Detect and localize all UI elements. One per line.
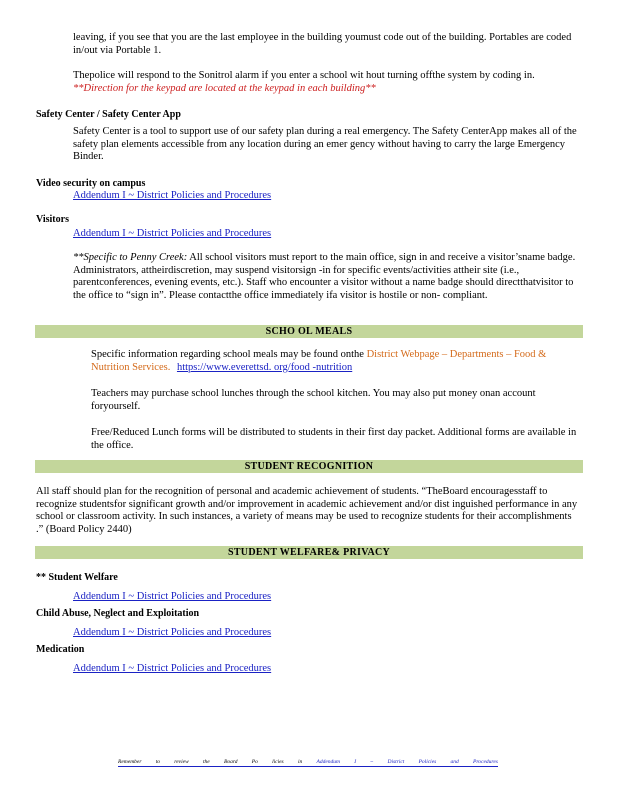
footer-word: the	[202, 759, 210, 765]
footer-word: Po	[251, 759, 258, 765]
school-meals-section-bar: SCHO OL MEALS	[35, 325, 583, 338]
intro-paragraph-2	[73, 70, 581, 95]
sonitrol-text: Thepolice will respond to the Sonitrol alarm if you enter a school wit hout turning offthe system by coding in.	[73, 70, 535, 81]
footer-link-word[interactable]: and	[450, 759, 459, 765]
district-webpage-reference: District Webpage – Departments – Food & Nutrition Services.	[91, 349, 547, 373]
page-footer	[118, 759, 498, 767]
visitors-body	[73, 252, 581, 302]
medication-addendum-link[interactable]: Addendum I ~ District Policies and Procedures	[73, 663, 272, 674]
penny-creek-label: **Specific to Penny Creek:	[73, 252, 188, 263]
meals-item-webpage	[91, 349, 583, 374]
safety-center-body: Safety Center is a tool to support use of our safety plan during a real emergency. The Safety CenterApp makes all of the safety plan elements accessible from any location during an emer gency without having to carry the large Emergency Binder.	[73, 126, 577, 162]
video-security-heading: Video security on campus	[36, 178, 146, 189]
meals-item-webpage-text: Specific information regarding school meals may be found onthe	[91, 349, 367, 360]
medication-heading: Medication	[36, 644, 85, 655]
footer-word: review	[174, 759, 189, 765]
footer-word: in	[297, 759, 303, 765]
footer-link-word[interactable]: Procedures	[473, 759, 498, 765]
video-security-addendum-link[interactable]: Addendum I ~ District Policies and Procedures	[73, 190, 272, 201]
visitors-link-wrap	[73, 228, 581, 241]
student-welfare-heading: ** Student Welfare	[36, 572, 118, 583]
food-nutrition-link[interactable]: https://www.everettsd. org/food -nutrition	[176, 361, 353, 373]
child-abuse-heading: Child Abuse, Neglect and Exploitation	[36, 608, 200, 619]
intro-paragraph-1: leaving, if you see that you are the last employee in the building youmust code out of the building. Portables are coded in/out via Portable 1.	[73, 32, 572, 56]
keypad-direction-note: **Direction for the keypad are located at the keypad in each building**	[73, 82, 376, 94]
student-recognition-body: All staff should plan for the recognition of personal and academic achievement of students. “TheBoard encouragesstaff to recognize studentsfor significant growth and/or improvement in academic achievement and/or dist inguished performance in any school or classroom activity. In such instances, a variety of means may be used to recognize students for their accomplishments .” (Board Policy 2440)	[36, 486, 578, 535]
footer-word: Board	[223, 759, 238, 765]
meals-item-teachers: Teachers may purchase school lunches through the school kitchen. You may also put money onan account foryourself.	[91, 388, 536, 412]
footer-link-word[interactable]: District	[387, 759, 405, 765]
footer-word: licies	[272, 759, 284, 765]
medication-link-wrap	[73, 663, 581, 676]
visitors-heading: Visitors	[36, 214, 69, 225]
student-welfare-link-wrap	[73, 591, 581, 604]
student-recognition-section-bar: STUDENT RECOGNITION	[35, 460, 583, 473]
video-security-link-wrap	[73, 190, 581, 203]
footer-link-word[interactable]: Addendum	[316, 759, 340, 765]
child-abuse-link-wrap	[73, 627, 581, 640]
footer-link-word[interactable]: I	[354, 759, 357, 765]
footer-word: Remember	[118, 759, 142, 765]
visitors-addendum-link[interactable]: Addendum I ~ District Policies and Procedures	[73, 228, 272, 239]
footer-word: to	[155, 759, 161, 765]
footer-link-word[interactable]: Policies	[418, 759, 437, 765]
visitors-policy-text: All school visitors must report to the main office, sign in and receive a visitor’sname badge. Administrators, attheirdiscretion, may suspend visitorsign -in for specific events/activities attheir site (i.e., parentconferences, evening events, etc.). Staff who encounter a visitor without a name badge should directthatvisitor to the office to “sign in”. Please contactthe office immediately ifa visitor is hostile or non- compliant.	[73, 252, 576, 301]
meals-item-free-reduced: Free/Reduced Lunch forms will be distributed to students in their first day packet. Additional forms are available in the office.	[91, 427, 577, 451]
footer-link-word[interactable]: ~	[370, 759, 374, 765]
student-welfare-section-bar: STUDENT WELFARE& PRIVACY	[35, 546, 583, 559]
child-abuse-addendum-link[interactable]: Addendum I ~ District Policies and Procedures	[73, 627, 272, 638]
student-welfare-addendum-link[interactable]: Addendum I ~ District Policies and Procedures	[73, 591, 272, 602]
safety-center-heading: Safety Center / Safety Center App	[36, 109, 181, 120]
